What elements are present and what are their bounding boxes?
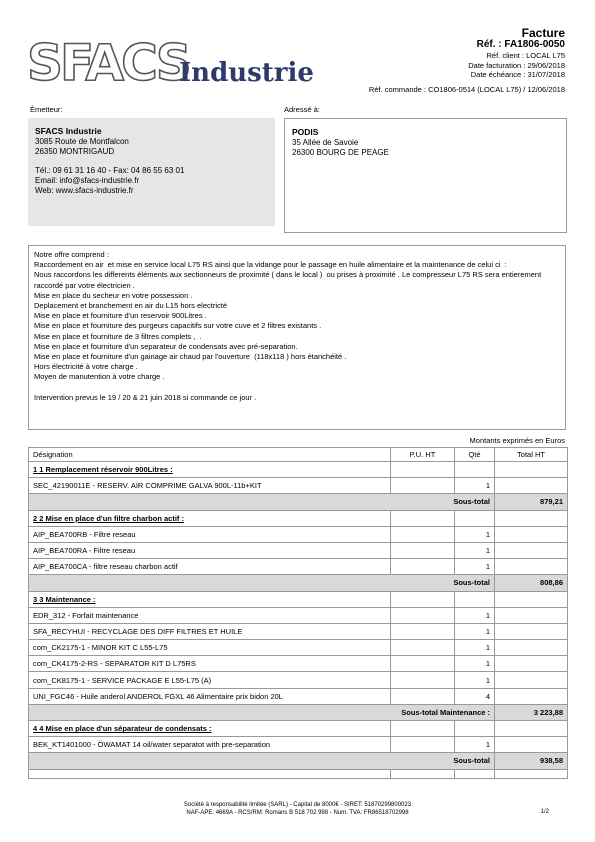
qte-cell: 1 — [455, 559, 495, 575]
qte-cell: 1 — [455, 607, 495, 623]
table-row — [29, 623, 568, 639]
date-echeance: Date échéance : 31/07/2018 — [470, 70, 565, 79]
emetteur-label: Émetteur: — [30, 105, 63, 114]
qte-cell: 1 — [455, 526, 495, 542]
qte-cell: 1 — [455, 656, 495, 672]
total-cell — [495, 640, 568, 656]
col-pu: P.U. HT — [391, 448, 455, 462]
empty-cell — [495, 769, 568, 778]
company-logo — [27, 36, 317, 92]
table-row — [29, 737, 568, 753]
qte-cell — [455, 591, 495, 607]
adresse-box — [284, 118, 567, 233]
section-title: 1 1 Remplacement réservoir 900Litres : — [29, 462, 391, 478]
invoice-header — [369, 28, 565, 95]
pu-cell — [391, 607, 455, 623]
offer-line: Raccordement en air et mise en service local L75 RS ainsi que la vidange pour le passage en huile alimentaire et la maintenance de celui ci : — [34, 260, 507, 270]
table-row — [29, 672, 568, 688]
section-row — [29, 721, 568, 737]
subtotal-label: Sous-total Maintenance : — [29, 704, 495, 720]
pu-cell — [391, 478, 455, 494]
subtotal-value: 938,58 — [495, 753, 568, 769]
pu-cell — [391, 640, 455, 656]
logo-brand: SFACS — [27, 36, 189, 92]
offer-line: Deplacement et branchement en air du L15 hors electricté — [34, 301, 228, 311]
footer-legal: Société à responsabilité limitée (SARL) - Capital de 8000€ - SIRET: 51870299800023 — [183, 802, 412, 808]
emetteur-name: SFACS Industrie — [35, 126, 102, 136]
emetteur-city: 26350 MONTRIGAUD — [35, 147, 115, 156]
qte-cell — [455, 462, 495, 478]
total-cell — [495, 526, 568, 542]
pu-cell — [391, 737, 455, 753]
table-row — [29, 526, 568, 542]
item-designation: com_CK4175-2-RS - SEPARATOR KIT D L75RS — [29, 656, 391, 672]
total-cell — [495, 607, 568, 623]
invoice-table — [28, 447, 568, 779]
table-row — [29, 769, 568, 778]
pu-cell — [391, 656, 455, 672]
col-designation: Désignation — [29, 448, 391, 462]
table-row — [29, 542, 568, 558]
qte-cell: 1 — [455, 623, 495, 639]
adresse-name: PODIS — [292, 127, 319, 137]
adresse-city: 26300 BOURG DE PEAGE — [292, 148, 389, 157]
qte-cell — [455, 721, 495, 737]
item-designation: UNI_FGC46 - Huile anderol ANDEROL FGXL 46 Alimentaire prix bidon 20L — [29, 688, 391, 704]
subtotal-label: Sous-total — [29, 753, 495, 769]
logo-sub: Industrie — [179, 58, 314, 88]
pu-cell — [391, 623, 455, 639]
total-cell — [495, 688, 568, 704]
footer — [0, 801, 595, 817]
offer-line: Mise en place et fourniture de 3 filtres complets , . — [34, 331, 202, 341]
subtotal-value: 808,86 — [495, 575, 568, 591]
total-cell — [495, 559, 568, 575]
ref-commande: Réf. commande : CO1806-0514 (LOCAL L75) / 12/06/2018 — [368, 85, 565, 94]
item-designation: SEC_42190011E - RESERV. AIR COMPRIME GALVA 900L-11b+KIT — [29, 478, 391, 494]
subtotal-value: 3 223,88 — [495, 704, 568, 720]
table-body — [29, 462, 568, 779]
offer-line: Mise en place et fourniture d'un gainage air chaud par l'ouverture (118x118 ) hors étanchéité . — [34, 352, 347, 362]
qte-cell: 4 — [455, 688, 495, 704]
qte-cell: 1 — [455, 737, 495, 753]
subtotal-label: Sous-total — [29, 494, 495, 510]
table-row — [29, 607, 568, 623]
offer-line: Mise en place du secheur en votre possession . — [34, 290, 193, 300]
table-row — [29, 656, 568, 672]
col-total: Total HT — [495, 448, 568, 462]
page-number: 1/2 — [540, 809, 549, 815]
section-row — [29, 462, 568, 478]
table-header — [29, 448, 568, 462]
date-facturation: Date facturation : 29/06/2018 — [468, 61, 565, 70]
section-row — [29, 591, 568, 607]
table-row — [29, 478, 568, 494]
pu-cell — [391, 721, 455, 737]
offer-line: Mise en place et fourniture d'un separateur de condensats avec pré-separation. — [34, 341, 298, 351]
footer-registration: NAF-APE: 4669A - RCS/RM: Romans B 518 702 998 - Num. TVA: FR86518702998 — [186, 810, 409, 816]
emetteur-web: Web: www.sfacs-industrie.fr — [35, 186, 134, 195]
subtotal-row — [29, 575, 568, 591]
offer-line: Notre offre comprend : — [34, 250, 109, 259]
subtotal-label: Sous-total — [29, 575, 495, 591]
empty-cell — [455, 769, 495, 778]
section-title: 2 2 Mise en place d'un filtre charbon actif : — [29, 510, 391, 526]
emetteur-street: 3085 Route de Montfalcon — [35, 137, 129, 146]
item-designation: AIP_BEA700RA - Filtre reseau — [29, 542, 391, 558]
pu-cell — [391, 542, 455, 558]
emetteur-tel: Tél.: 09 61 31 16 40 - Fax: 04 86 55 63 01 — [35, 166, 185, 175]
offer-description — [28, 245, 566, 430]
section-row — [29, 510, 568, 526]
item-designation: SFA_RECYHUI - RECYCLAGE DES DIFF FILTRES ET HUILE — [29, 623, 391, 639]
total-cell — [495, 672, 568, 688]
section-title: 3 3 Maintenance : — [29, 591, 391, 607]
subtotal-row — [29, 704, 568, 720]
total-cell — [495, 721, 568, 737]
adresse-label: Adressé à: — [284, 105, 320, 114]
offer-line: Intervention prevus le 19 / 20 & 21 juin 2018 si commande ce jour . — [34, 392, 257, 402]
pu-cell — [391, 672, 455, 688]
table-row — [29, 559, 568, 575]
offer-line: Mise en place et fourniture des purgeurs capacitifs sur votre cuve et 2 filtres existants . — [34, 321, 322, 331]
pu-cell — [391, 688, 455, 704]
table-row — [29, 688, 568, 704]
subtotal-value: 879,21 — [495, 494, 568, 510]
subtotal-row — [29, 753, 568, 769]
pu-cell — [391, 510, 455, 526]
item-designation: EDR_312 - Forfait maintenance — [29, 607, 391, 623]
pu-cell — [391, 462, 455, 478]
total-cell — [495, 623, 568, 639]
item-designation: com_CK8175-1 - SERVICE PACKAGE E L55-L75 (A) — [29, 672, 391, 688]
pu-cell — [391, 591, 455, 607]
empty-cell — [391, 769, 455, 778]
item-designation: AIP_BEA700CA - filtre reseau charbon actif — [29, 559, 391, 575]
col-qte: Qté — [455, 448, 495, 462]
qte-cell: 1 — [455, 542, 495, 558]
total-cell — [495, 591, 568, 607]
item-designation: BEK_KT1401000 - ÖWAMAT 14 oil/water separatot with pre-separation — [29, 737, 391, 753]
offer-line: Nous raccordons les differents éléments aux sectionneurs de proximité ( dans le local ) ou prises à proximité . Le compresseur L75 RS sera entierement raccordé par votre électricien . — [34, 270, 544, 290]
subtotal-row — [29, 494, 568, 510]
qte-cell — [455, 510, 495, 526]
qte-cell: 1 — [455, 672, 495, 688]
emetteur-email: Email: info@sfacs-industrie.fr — [35, 176, 140, 185]
total-cell — [495, 510, 568, 526]
emetteur-box — [28, 118, 275, 226]
total-cell — [495, 656, 568, 672]
empty-cell — [29, 769, 391, 778]
currency-note: Montants exprimés en Euros — [469, 436, 565, 445]
total-cell — [495, 542, 568, 558]
offer-line — [34, 383, 560, 393]
offer-line: Moyen de manutention à votre charge . — [34, 372, 165, 382]
table-row — [29, 640, 568, 656]
pu-cell — [391, 526, 455, 542]
total-cell — [495, 737, 568, 753]
qte-cell: 1 — [455, 478, 495, 494]
client-ref: Réf. client : LOCAL L75 — [486, 51, 565, 60]
section-title: 4 4 Mise en place d'un séparateur de condensats : — [29, 721, 391, 737]
total-cell — [495, 462, 568, 478]
invoice-title: Facture — [521, 26, 565, 40]
total-cell — [495, 478, 568, 494]
offer-line: Mise en place et fourniture d'un reservoir 900Litres . — [34, 311, 207, 321]
invoice-ref: Réf. : FA1806-0050 — [476, 39, 565, 50]
qte-cell: 1 — [455, 640, 495, 656]
item-designation: com_CK2175-1 - MINOR KIT C L55-L75 — [29, 640, 391, 656]
item-designation: AIP_BEA700RB - Filtre reseau — [29, 526, 391, 542]
adresse-street: 35 Allée de Savoie — [292, 138, 359, 147]
pu-cell — [391, 559, 455, 575]
offer-line: Hors électricité à votre charge . — [34, 362, 138, 372]
